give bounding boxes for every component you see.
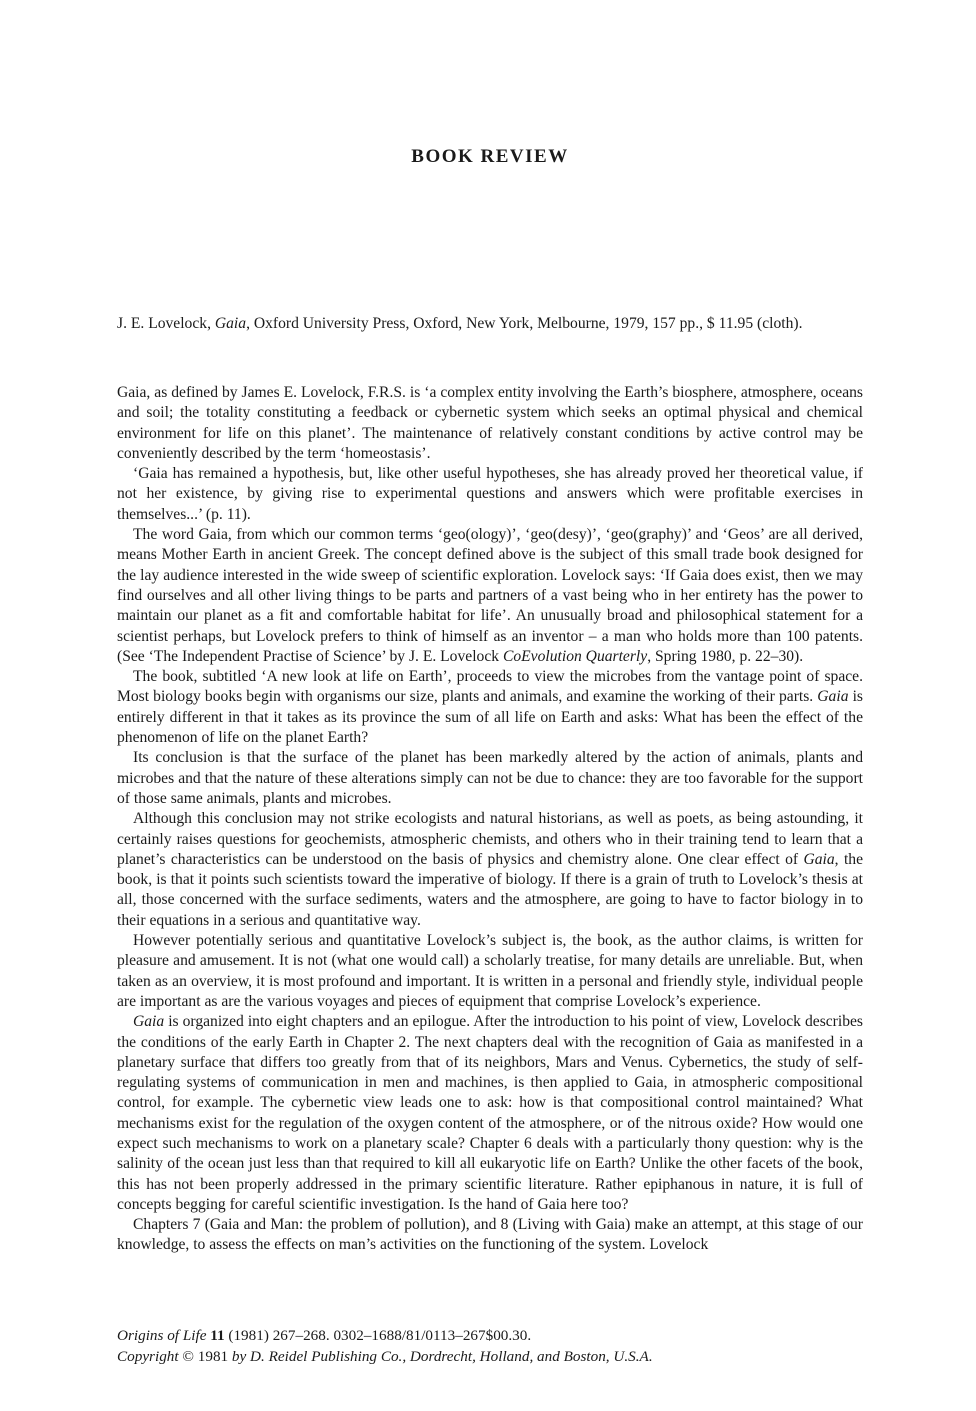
paragraph-6-text-a: Although this conclusion may not strike ecologists and natural historians, as well as poets, as being astounding, it certainly raises questions for geochemists, atmospheric chemists, and others who in their training tend to learn that a planet’s characteristics can be understood on the basis of physics and chemistry alone. One clear effect of [117,810,863,868]
journal-pages-code: (1981) 267–268. 0302–1688/81/0113–267$00.30. [224,1327,532,1344]
paragraph-4 [117,667,863,748]
copyright-label: Copyright [117,1348,179,1365]
paragraph-6-book-title: Gaia [803,850,835,868]
page-title: BOOK REVIEW [411,146,569,167]
paragraph-4-text-b: is entirely different in that it takes as its province the sum of all life on Earth and asks: What has been the effect of the phenomenon of life on the planet Earth? [117,688,863,747]
paragraph-8 [117,1012,863,1215]
paragraph-4-book-title: Gaia [817,688,849,706]
paragraph-6-text-b: , the book, is that it points such scientists toward the imperative of biology. If there is a grain of truth to Lovelock’s thesis at all, those concerned with the surface sediments, waters and the atmosphere, are going to have to factor biology in to their equations in a serious and quantitative way. [117,850,863,929]
paragraph-9: Chapters 7 (Gaia and Man: the problem of pollution), and 8 (Living with Gaia) make an attempt, at this stage of our knowledge, to assess the effects on man’s activities on the functioning of the system. Lovelock [117,1216,863,1254]
copyright-year: 1981 [197,1348,229,1365]
paragraph-5: Its conclusion is that the surface of the planet has been markedly altered by the action of animals, plants and microbes and that the nature of these alterations simply can not be due to chance: they are too favorable for the support of those same animals, plants and microbes. [117,749,863,807]
copyright-symbol: © [178,1348,198,1365]
paragraph-7: However potentially serious and quantitative Lovelock’s subject is, the book, as the author claims, is written for pleasure and amusement. It is not (what one would call) a scholarly treatise, for many details are unreliable. But, when taken as an overview, it is most profound and important. It is written in a personal and friendly style, individual people are important as are the various voyages and pieces of equipment that comprise Lovelock’s experience. [117,932,863,1010]
paragraph-3-journal: CoEvolution Quarterly [502,647,648,665]
paragraph-1: Gaia, as defined by James E. Lovelock, F.R.S. is ‘a complex entity involving the Earth’s biosphere, atmosphere, oceans and soil; the totality constituting a feedback or cybernetic system which seeks an optimal physical and chemical environment for life on this planet’. The maintenance of relatively constant conditions by active control may be conveniently described by the term ‘homeostasis’. [117,384,863,462]
review-body [117,383,863,1256]
journal-volume: 11 [206,1327,225,1344]
page-footer [117,1325,863,1367]
paragraph-8-text: is organized into eight chapters and an epilogue. After the introduction to his point of view, Lovelock describes the conditions of the early Earth in Chapter 2. The next chapters deal with the recognition of Gaia as manifested in a planetary surface that differs too greatly from that of its neighbors, Mars and Venus. Cybernetics, the study of self-regulating systems of communication in men and machines, is then applied to Gaia, in atmospheric compositional control, for example. The cybernetic view leads one to ask: how is that compositional control maintained? What mechanisms exist for the regulation of the oxygen content of the atmosphere, or of the nitrous oxide? How would one expect such mechanisms to work on a planetary scale? Chapter 6 deals with a particularly thony question: why is the salinity of the ocean just less than that required to kill all eukaryotic life on Earth? Unlike the other facets of the book, this has not been properly addressed in the primary scientific literature. Rather epiphanous in nature, it is full of concepts begging for careful scientific investigation. Is the hand of Gaia here too? [117,1013,863,1213]
paragraph-3-text-b: , Spring 1980, p. 22–30). [647,647,804,665]
copyright-publisher: by D. Reidel Publishing Co., Dordrecht, Holland, and Boston, U.S.A. [228,1348,653,1365]
paragraph-3-text-a: The word Gaia, from which our common terms ‘geo(ology)’, ‘geo(desy)’, ‘geo(graphy)’ and ‘Geos’ are all derived, means Mother Earth in ancient Greek. The concept defined above is the subject of this small trade book designed for the lay audience interested in the wide sweep of scientific exploration. Lovelock says: ‘If Gaia does exist, then we may find ourselves and all other living things to be parts and partners of a vast being who in her entirety has the power to maintain our planet as a fit and comfortable habitat for life’. An unusually broad and philosophical statement for a scientist perhaps, but Lovelock prefers to think of himself as an inventor – a man who holds more than 100 patents. (See ‘The Independent Practise of Science’ by J. E. Lovelock [117,526,863,665]
paragraph-3 [117,525,863,667]
paragraph-2: ‘Gaia has remained a hypothesis, but, like other useful hypotheses, she has already proved her theoretical value, if not her existence, by giving rise to experimental questions and answers which were profitable exercises in themselves...’ (p. 11). [117,465,863,523]
journal-name: Origins of Life [117,1327,207,1344]
citation-details: , Oxford University Press, Oxford, New York, Melbourne, 1979, 157 pp., $ 11.95 (cloth). [246,315,803,332]
paragraph-6 [117,809,863,931]
citation-book-title: Gaia [214,315,247,332]
copyright-line [117,1346,863,1367]
paragraph-4-text-a: The book, subtitled ‘A new look at life on Earth’, proceeds to view the microbes from the vantage point of space. Most biology books begin with organisms our size, plants and animals, and examine the working of their parts. [117,668,863,706]
book-citation [117,314,863,334]
citation-author: J. E. Lovelock, [117,315,215,332]
journal-reference [117,1325,863,1346]
paragraph-8-book-title: Gaia [133,1013,165,1031]
